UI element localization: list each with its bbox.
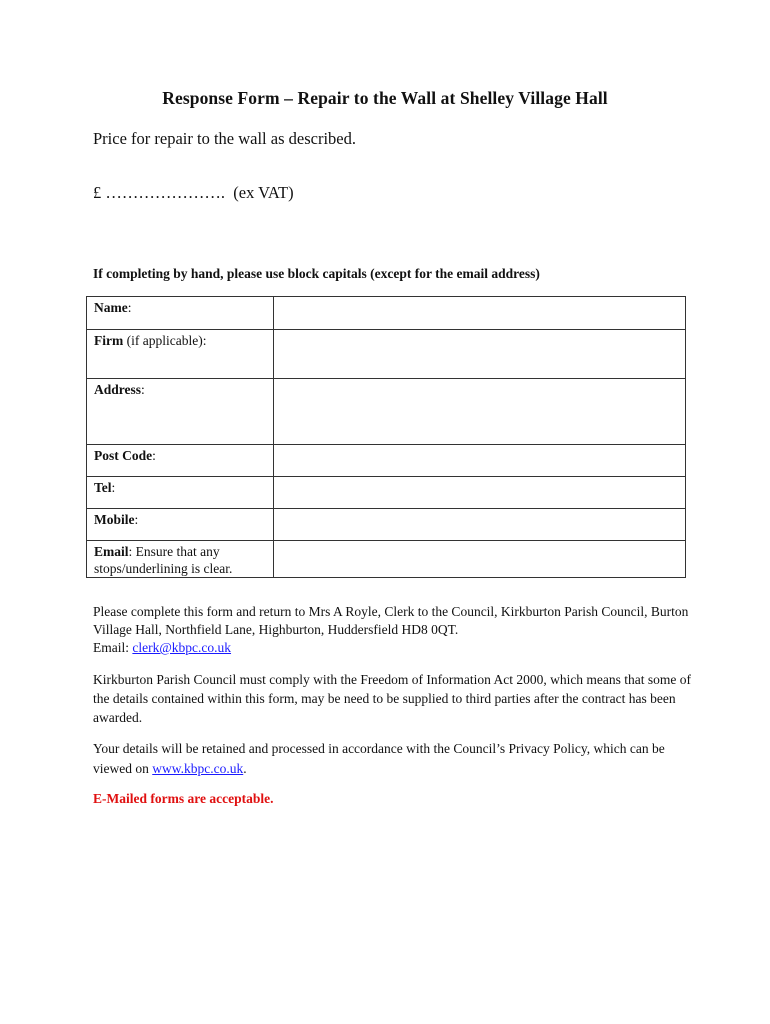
firm-label-cell [87, 330, 274, 379]
table-row-name [87, 297, 686, 330]
privacy-notice [93, 739, 703, 778]
postcode-label-suffix: : [152, 448, 156, 463]
table-row-tel [87, 477, 686, 509]
table-row-address [87, 379, 686, 445]
email-field[interactable] [274, 541, 686, 578]
address-field[interactable] [274, 379, 686, 445]
tel-label: Tel [94, 480, 112, 495]
price-line [93, 183, 294, 203]
table-row-mobile [87, 509, 686, 541]
website-link[interactable]: www.kbpc.co.uk [152, 760, 244, 776]
contact-details-table [86, 296, 686, 578]
vat-note: (ex VAT) [225, 183, 294, 202]
postcode-label-cell [87, 445, 274, 477]
email-acceptable-note: E-Mailed forms are acceptable. [93, 791, 274, 806]
foi-notice: Kirkburton Parish Council must comply with the Freedom of Information Act 2000, which means that some of the details contained within this form, may be need to be supplied to third parties after the contract has been awarded. [93, 672, 692, 725]
email-prefix: Email: [93, 640, 133, 655]
address-label-suffix: : [141, 382, 145, 397]
name-label-cell [87, 297, 274, 330]
firm-field[interactable] [274, 330, 686, 379]
return-address-text: Please complete this form and return to Mrs A Royle, Clerk to the Council, Kirkburton Parish Council, Burton Village Hall, Northfield Lane, Highburton, Huddersfield HD8 0QT. [93, 604, 689, 637]
email-label-suffix: : Ensure that any stops/underlining is clear. [94, 544, 233, 576]
price-intro: Price for repair to the wall as described. [93, 129, 356, 148]
table-row-email [87, 541, 686, 578]
price-blank[interactable]: …………………. [101, 183, 225, 202]
name-label-suffix: : [127, 300, 132, 315]
table-row-postcode [87, 445, 686, 477]
table-row-firm [87, 330, 686, 379]
email-label-cell [87, 541, 274, 578]
address-label-cell [87, 379, 274, 445]
tel-label-suffix: : [111, 480, 116, 495]
mobile-field[interactable] [274, 509, 686, 541]
clerk-email-link[interactable]: clerk@kbpc.co.uk [132, 640, 232, 655]
privacy-text: Your details will be retained and processed in accordance with the Council’s Privacy Policy, which can be viewed on [93, 741, 665, 776]
address-label: Address [94, 382, 142, 397]
email-label: Email [94, 544, 129, 559]
postcode-field[interactable] [274, 445, 686, 477]
name-field[interactable] [274, 297, 686, 330]
currency-symbol: £ [93, 183, 102, 202]
tel-label-cell [87, 477, 274, 509]
privacy-end: . [243, 760, 247, 776]
tel-field[interactable] [274, 477, 686, 509]
return-instructions [93, 603, 703, 657]
postcode-label: Post Code [94, 448, 153, 463]
mobile-label-cell [87, 509, 274, 541]
firm-label: Firm [94, 333, 124, 348]
block-capitals-instruction: If completing by hand, please use block capitals (except for the email address) [93, 266, 540, 281]
form-title: Response Form – Repair to the Wall at Shelley Village Hall [162, 88, 608, 108]
firm-label-suffix: (if applicable): [123, 333, 207, 348]
mobile-label-suffix: : [134, 512, 139, 527]
name-label: Name [94, 300, 128, 315]
mobile-label: Mobile [94, 512, 135, 527]
